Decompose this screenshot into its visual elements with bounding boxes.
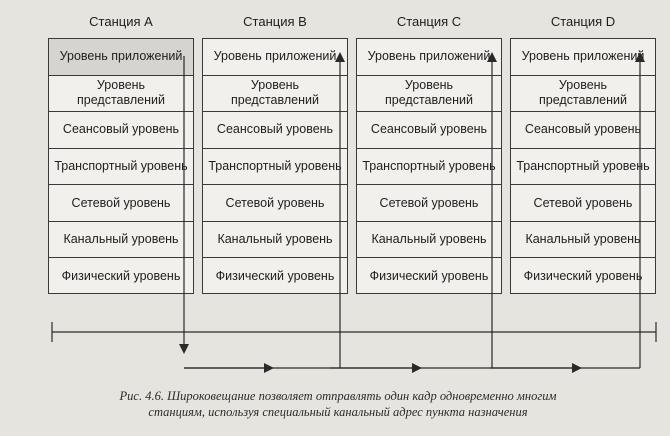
station-a-session-layer: Сеансовый уровень (49, 112, 193, 149)
station-d-title: Станция D (550, 14, 616, 29)
station-a-title: Станция A (89, 14, 153, 29)
station-d-session-layer: Сеансовый уровень (511, 112, 655, 149)
station-c-datalink-layer: Канальный уровень (357, 222, 501, 259)
station-a-physical-layer: Физический уровень (61, 269, 181, 284)
station-b-presentation-layer: Уровень представлений (203, 76, 347, 113)
caption-line-2: станциям, используя специальный канальный адрес пункта назначения (148, 405, 528, 419)
station-c-presentation-layer: Уровень представлений (357, 76, 501, 113)
station-d-application-layer: Уровень приложений (511, 39, 655, 76)
station-c-title: Станция C (396, 14, 462, 29)
station-a-transport-layer: Транспортный уровень (49, 149, 193, 186)
station-d-transport-layer: Транспортный уровень (511, 149, 655, 186)
station-d-presentation-layer: Уровень представлений (511, 76, 655, 113)
station-c-session-layer: Сеансовый уровень (357, 112, 501, 149)
station-a-network-layer: Сетевой уровень (49, 185, 193, 222)
station-b-physical-layer: Физический уровень (215, 269, 335, 284)
station-b-datalink-layer: Канальный уровень (203, 222, 347, 259)
station-c-transport-layer: Транспортный уровень (357, 149, 501, 186)
station-a-application-layer: Уровень приложений (49, 39, 193, 76)
station-b-session-layer: Сеансовый уровень (203, 112, 347, 149)
station-d-network-layer: Сетевой уровень (511, 185, 655, 222)
station-d-physical-layer: Физический уровень (523, 269, 643, 284)
station-b-title: Станция B (243, 14, 307, 29)
station-b-transport-layer: Транспортный уровень (203, 149, 347, 186)
station-a-presentation-layer: Уровень представлений (49, 76, 193, 113)
station-c-network-layer: Сетевой уровень (357, 185, 501, 222)
station-a-datalink-layer: Канальный уровень (49, 222, 193, 259)
station-b-application-layer: Уровень приложений (203, 39, 347, 76)
station-d-datalink-layer: Канальный уровень (511, 222, 655, 259)
station-c-physical-layer: Физический уровень (369, 269, 489, 284)
figure-caption (28, 388, 648, 420)
caption-line-1: Рис. 4.6. Широковещание позволяет отправлять один кадр одновременно многим (119, 389, 557, 403)
station-b-network-layer: Сетевой уровень (203, 185, 347, 222)
station-c-application-layer: Уровень приложений (357, 39, 501, 76)
